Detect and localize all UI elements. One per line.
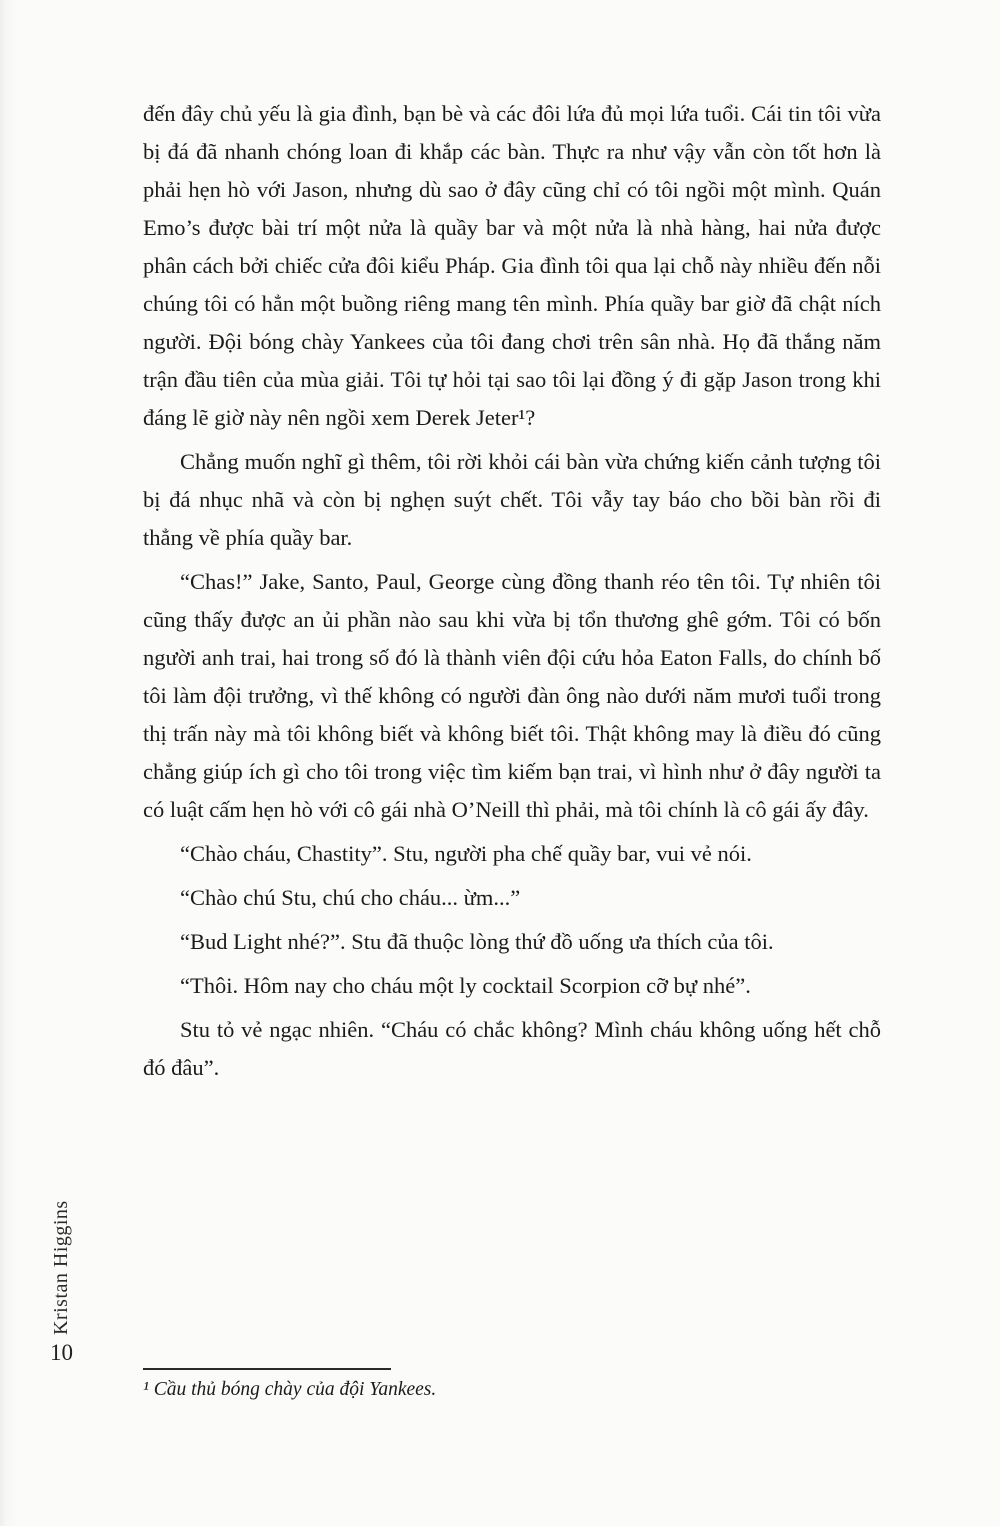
paragraph: “Chào cháu, Chastity”. Stu, người pha chế quầy bar, vui vẻ nói. <box>180 841 752 866</box>
paragraph: “Bud Light nhé?”. Stu đã thuộc lòng thứ đồ uống ưa thích của tôi. <box>180 929 774 954</box>
paragraph: “Chas!” Jake, Santo, Paul, George cùng đồng thanh réo tên tôi. Tự nhiên tôi cũng thấy được an ủi phần nào sau khi vừa bị tổn thương ghê gớm. Tôi có bốn người anh trai, hai trong số đó là thành viên đội cứu hỏa Eaton Falls, do chính bố tôi làm đội trưởng, vì thế không có người đàn ông nào dưới năm mươi tuổi trong thị trấn này mà tôi không biết và không biết tôi. Thật không may là điều đó cũng chẳng giúp ích gì cho tôi trong việc tìm kiếm bạn trai, vì hình như ở đây người ta có luật cấm hẹn hò với cô gái nhà O’Neill thì phải, mà tôi chính là cô gái ấy đây. <box>143 569 881 822</box>
paragraph: “Chào chú Stu, chú cho cháu... ừm...” <box>180 885 521 910</box>
author-name-vertical: Kristan Higgins <box>50 1200 72 1335</box>
page-number: 10 <box>50 1340 73 1365</box>
footnote <box>143 1368 881 1403</box>
footnote-divider <box>143 1368 391 1370</box>
paragraph: Chẳng muốn nghĩ gì thêm, tôi rời khỏi cái bàn vừa chứng kiến cảnh tượng tôi bị đá nhục nhã và còn bị nghẹn suýt chết. Tôi vẫy tay báo cho bồi bàn rồi đi thẳng về phía quầy bar. <box>143 449 881 550</box>
text-block <box>143 95 881 1093</box>
paragraph: “Thôi. Hôm nay cho cháu một ly cocktail Scorpion cỡ bự nhé”. <box>180 973 751 998</box>
paragraph: đến đây chủ yếu là gia đình, bạn bè và các đôi lứa đủ mọi lứa tuổi. Cái tin tôi vừa bị đá đã nhanh chóng loan đi khắp các bàn. Thực ra như vậy vẫn còn tốt hơn là phải hẹn hò với Jason, nhưng dù sao ở đây cũng chỉ có tôi ngồi một mình. Quán Emo’s được bài trí một nửa là quầy bar và một nửa là nhà hàng, hai nửa được phân cách bởi chiếc cửa đôi kiểu Pháp. Gia đình tôi qua lại chỗ này nhiều đến nỗi chúng tôi có hẳn một buồng riêng mang tên mình. Phía quầy bar giờ đã chật ních người. Đội bóng chày Yankees của tôi đang chơi trên sân nhà. Họ đã thắng năm trận đầu tiên của mùa giải. Tôi tự hỏi tại sao tôi lại đồng ý đi gặp Jason trong khi đáng lẽ giờ này nên ngồi xem Derek Jeter¹? <box>143 101 881 430</box>
footnote-text: ¹ Cầu thủ bóng chày của đội Yankees. <box>143 1379 437 1400</box>
paragraph: Stu tỏ vẻ ngạc nhiên. “Cháu có chắc không? Mình cháu không uống hết chỗ đó đâu”. <box>143 1017 881 1080</box>
